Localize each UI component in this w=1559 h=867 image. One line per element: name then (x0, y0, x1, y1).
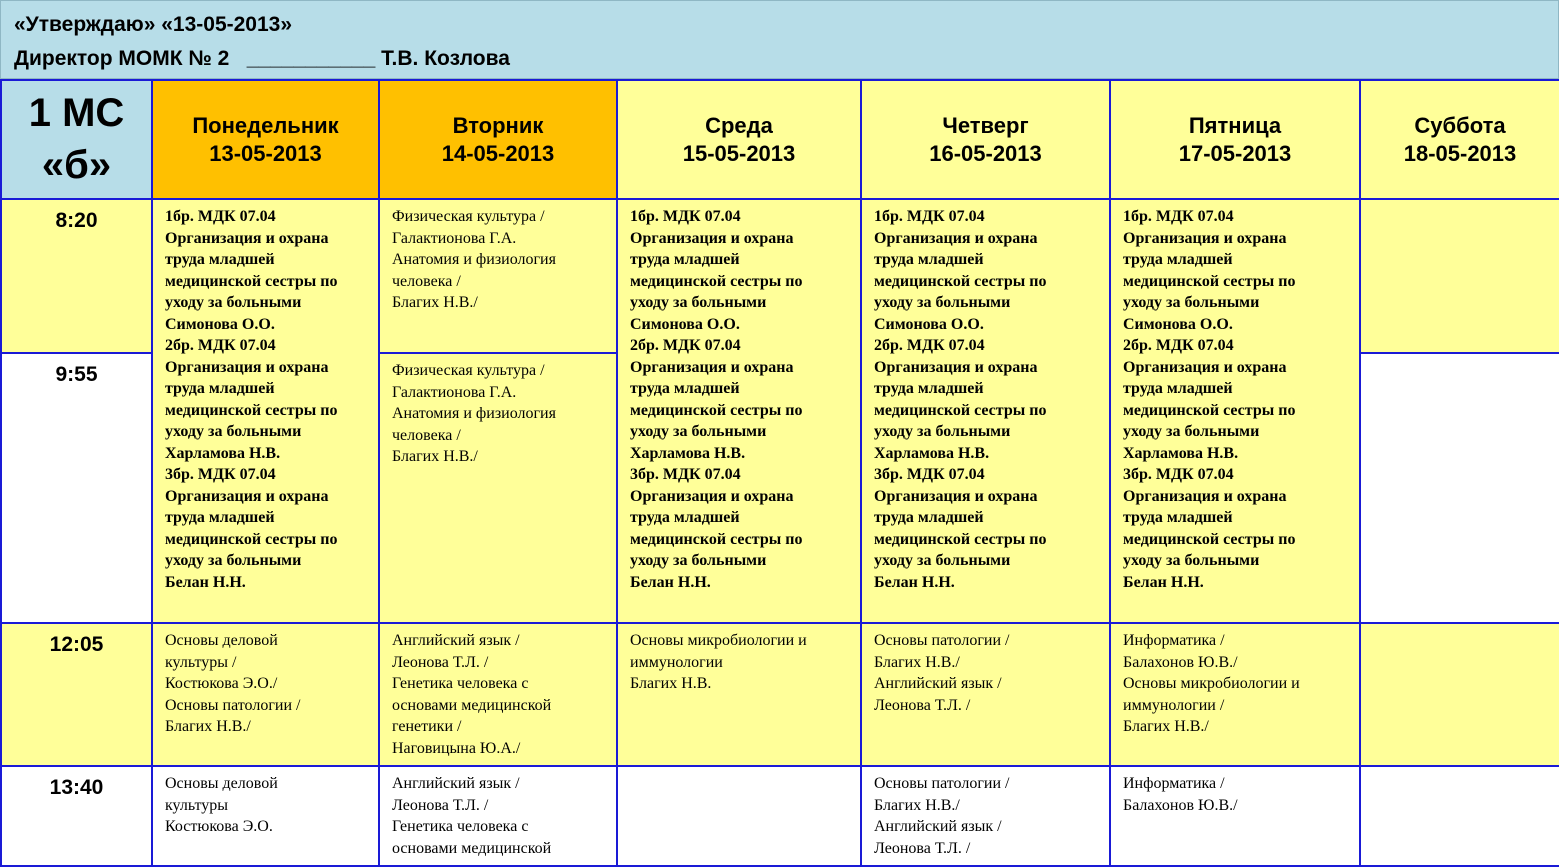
cell-line: медицинской сестры по (874, 401, 1047, 419)
day-name: Пятница (1188, 112, 1282, 138)
cell-line: 1бр. МДК 07.04 (874, 208, 985, 225)
cell-line: Галактионова Г.А. (392, 383, 517, 401)
cell-line: Генетика человека с (392, 818, 529, 835)
cell-line: Благих Н.В./ (1123, 718, 1209, 735)
approval-header (0, 0, 1559, 79)
cell-line: медицинской сестры по (165, 272, 338, 290)
group-label (1, 80, 152, 199)
cell-line: Организация и охрана (630, 487, 794, 505)
cell-mon-mdk (152, 199, 379, 623)
cell-line: Галактионова Г.А. (392, 229, 517, 247)
cell-line: медицинской сестры по (630, 530, 803, 548)
cell-fri-1340 (1110, 766, 1360, 866)
cell-line: основами медицинской (392, 839, 552, 857)
cell-line: труда младшей (165, 380, 275, 397)
cell-line: Благих Н.В./ (874, 653, 960, 671)
cell-line: Информатика / (1123, 775, 1225, 792)
cell-line: Леонова Т.Л. / (874, 839, 971, 857)
cell-line: медицинской сестры по (1123, 272, 1296, 290)
cell-line: Организация и охрана (1123, 487, 1287, 505)
cell-sat-820 (1360, 199, 1559, 353)
cell-line: Симонова О.О. (165, 315, 275, 333)
cell-line: Организация и охрана (165, 229, 329, 247)
cell-line: медицинской сестры по (1123, 530, 1296, 548)
cell-line: труда младшей (1123, 380, 1233, 397)
cell-line: Организация и охрана (630, 358, 794, 376)
cell-line: Костюкова Э.О. (165, 818, 273, 835)
cell-line: Благих Н.В. (630, 675, 712, 692)
time-slot: 8:20 (1, 199, 152, 353)
cell-sat-1340 (1360, 766, 1559, 866)
cell-tue-1205 (379, 623, 617, 766)
cell-line: Костюкова Э.О./ (165, 675, 278, 692)
cell-mon-1340 (152, 766, 379, 866)
cell-line: 3бр. МДК 07.04 (874, 466, 985, 483)
cell-line: уходу за больными (165, 423, 302, 440)
cell-line: 2бр. МДК 07.04 (165, 337, 276, 354)
time-slot: 13:40 (1, 766, 152, 866)
cell-thu-1205 (861, 623, 1110, 766)
day-header-thursday (861, 80, 1110, 199)
cell-line: медицинской сестры по (165, 530, 338, 548)
cell-line: иммунологии / (1123, 696, 1225, 714)
group-name: 1 МС (28, 91, 125, 135)
cell-line: Белан Н.Н. (630, 573, 711, 591)
group-letter: «б» (41, 143, 112, 187)
schedule-table (0, 79, 1559, 867)
cell-line: 3бр. МДК 07.04 (630, 466, 741, 483)
day-date: 18-05-2013 (1403, 140, 1517, 166)
cell-line: Организация и охрана (1123, 229, 1287, 247)
cell-line: Харламова Н.В. (874, 444, 990, 462)
cell-line: Информатика / (1123, 632, 1225, 649)
cell-line: труда младшей (874, 509, 984, 526)
cell-line: уходу за больными (1123, 294, 1260, 311)
day-date: 14-05-2013 (441, 140, 555, 166)
cell-thu-mdk (861, 199, 1110, 623)
cell-line: Благих Н.В./ (165, 718, 251, 735)
cell-tue-1340 (379, 766, 617, 866)
cell-sat-955 (1360, 353, 1559, 623)
cell-line: Английский язык / (874, 818, 1002, 835)
cell-line: Основы микробиологии и (1123, 675, 1300, 692)
cell-thu-1340 (861, 766, 1110, 866)
day-date: 13-05-2013 (209, 140, 322, 166)
cell-line: Основы деловой (165, 775, 278, 792)
cell-line: труда младшей (165, 509, 275, 526)
cell-line: уходу за больными (165, 294, 302, 311)
cell-line: Физическая культура / (392, 362, 545, 379)
cell-line: Симонова О.О. (874, 315, 984, 333)
cell-line: Харламова Н.В. (165, 444, 281, 462)
cell-line: Белан Н.Н. (1123, 573, 1204, 591)
day-name: Вторник (452, 112, 544, 138)
cell-line: Наговицына Ю.А./ (392, 739, 521, 757)
cell-line: Симонова О.О. (1123, 315, 1233, 333)
cell-line: Леонова Т.Л. / (392, 796, 489, 814)
cell-line: Организация и охрана (630, 229, 794, 247)
cell-line: Организация и охрана (874, 487, 1038, 505)
cell-line: Организация и охрана (165, 358, 329, 376)
day-header-row (1, 80, 1559, 199)
cell-line: медицинской сестры по (630, 401, 803, 419)
cell-line: труда младшей (165, 251, 275, 268)
day-header-wednesday (617, 80, 861, 199)
approval-line: «Утверждаю» «13-05-2013» (14, 13, 293, 36)
cell-line: Организация и охрана (874, 358, 1038, 376)
cell-line: медицинской сестры по (874, 272, 1047, 290)
cell-line: 1бр. МДК 07.04 (630, 208, 741, 225)
cell-line: Харламова Н.В. (1123, 444, 1239, 462)
cell-line: медицинской сестры по (1123, 401, 1296, 419)
cell-fri-1205 (1110, 623, 1360, 766)
cell-line: уходу за больными (874, 294, 1011, 311)
cell-line: Генетика человека с (392, 675, 529, 692)
cell-line: Анатомия и физиология (392, 405, 556, 422)
cell-line: Основы патологии / (165, 696, 301, 714)
day-header-tuesday (379, 80, 617, 199)
cell-line: Организация и охрана (1123, 358, 1287, 376)
cell-line: уходу за больными (1123, 423, 1260, 440)
cell-mon-1205 (152, 623, 379, 766)
cell-wed-mdk (617, 199, 861, 623)
cell-line: 2бр. МДК 07.04 (630, 337, 741, 354)
day-date: 17-05-2013 (1178, 140, 1292, 166)
time-slot: 9:55 (1, 353, 152, 623)
cell-line: 3бр. МДК 07.04 (165, 466, 276, 483)
day-name: Суббота (1414, 112, 1506, 138)
cell-line: Леонова Т.Л. / (874, 696, 971, 714)
cell-line: уходу за больными (630, 423, 767, 440)
cell-line: труда младшей (874, 251, 984, 268)
cell-line: Основы патологии / (874, 632, 1010, 649)
cell-line: уходу за больными (165, 552, 302, 569)
cell-line: генетики / (392, 718, 462, 735)
cell-line: уходу за больными (874, 552, 1011, 569)
cell-line: иммунологии (630, 653, 723, 671)
cell-line: труда младшей (1123, 509, 1233, 526)
cell-line: Английский язык / (392, 775, 520, 792)
cell-line: человека / (392, 272, 461, 290)
cell-line: уходу за больными (1123, 552, 1260, 569)
cell-line: труда младшей (630, 509, 740, 526)
day-name: Четверг (942, 112, 1029, 138)
cell-line: Благих Н.В./ (392, 448, 478, 465)
director-line: Директор МОМК № 2 ___________ Т.В. Козлова (14, 47, 510, 70)
cell-line: Харламова Н.В. (630, 444, 746, 462)
cell-line: Балахонов Ю.В./ (1123, 796, 1238, 814)
cell-line: Английский язык / (874, 675, 1002, 692)
time-row-1340 (1, 766, 1559, 866)
cell-line: 1бр. МДК 07.04 (165, 208, 276, 225)
cell-line: труда младшей (630, 251, 740, 268)
day-header-friday (1110, 80, 1360, 199)
day-name: Среда (705, 112, 773, 138)
cell-line: Основы микробиологии и (630, 632, 807, 649)
cell-line: Физическая культура / (392, 208, 545, 225)
cell-line: Основы деловой (165, 632, 278, 649)
cell-tue-955 (379, 353, 617, 623)
cell-line: Балахонов Ю.В./ (1123, 653, 1238, 671)
cell-line: Благих Н.В./ (392, 294, 478, 311)
cell-line: уходу за больными (630, 552, 767, 569)
cell-line: Белан Н.Н. (165, 573, 246, 591)
time-row-1205 (1, 623, 1559, 766)
cell-line: Анатомия и физиология (392, 251, 556, 268)
day-name: Понедельник (192, 112, 339, 138)
cell-line: 1бр. МДК 07.04 (1123, 208, 1234, 225)
cell-line: медицинской сестры по (630, 272, 803, 290)
cell-line: уходу за больными (874, 423, 1011, 440)
cell-line: Леонова Т.Л. / (392, 653, 489, 671)
day-date: 15-05-2013 (682, 140, 796, 166)
cell-line: труда младшей (1123, 251, 1233, 268)
time-slot: 12:05 (1, 623, 152, 766)
cell-sat-1205 (1360, 623, 1559, 766)
cell-line: Организация и охрана (874, 229, 1038, 247)
cell-line: 2бр. МДК 07.04 (874, 337, 985, 354)
cell-line: Симонова О.О. (630, 315, 740, 333)
cell-line: Благих Н.В./ (874, 796, 960, 814)
day-header-saturday (1360, 80, 1559, 199)
cell-line: человека / (392, 426, 461, 444)
cell-line: 3бр. МДК 07.04 (1123, 466, 1234, 483)
cell-line: медицинской сестры по (165, 401, 338, 419)
cell-line: медицинской сестры по (874, 530, 1047, 548)
cell-line: труда младшей (630, 380, 740, 397)
day-date: 16-05-2013 (929, 140, 1042, 166)
cell-line: Основы патологии / (874, 775, 1010, 792)
cell-line: 2бр. МДК 07.04 (1123, 337, 1234, 354)
cell-fri-mdk (1110, 199, 1360, 623)
cell-line: Организация и охрана (165, 487, 329, 505)
cell-line: Белан Н.Н. (874, 573, 955, 591)
cell-line: Английский язык / (392, 632, 520, 649)
cell-line: основами медицинской (392, 696, 552, 714)
cell-line: культуры / (165, 653, 237, 671)
cell-tue-820 (379, 199, 617, 353)
day-header-monday (152, 80, 379, 199)
cell-wed-1205 (617, 623, 861, 766)
cell-line: уходу за больными (630, 294, 767, 311)
cell-wed-1340 (617, 766, 861, 866)
cell-line: культуры (165, 796, 229, 814)
time-row-820 (1, 199, 1559, 353)
cell-line: труда младшей (874, 380, 984, 397)
